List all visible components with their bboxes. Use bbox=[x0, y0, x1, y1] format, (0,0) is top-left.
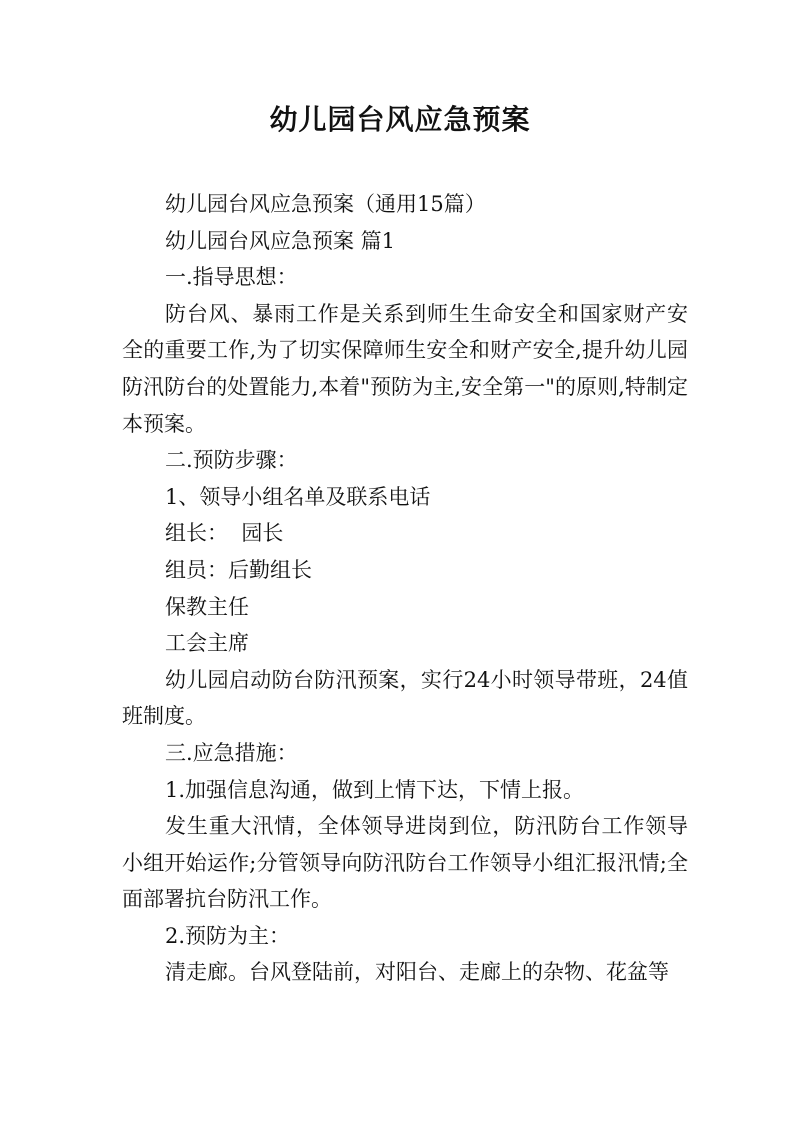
heading-prevention-first: 2.预防为主： bbox=[165, 923, 291, 948]
paragraph-group-leader: 组长： 园长 bbox=[165, 521, 284, 546]
paragraph-leadership-group: 1、领导小组名单及联系电话 bbox=[165, 484, 431, 509]
heading-emergency-measures: 三.应急措施： bbox=[165, 740, 298, 765]
paragraph-group-members: 组员：后勤组长 bbox=[165, 557, 312, 582]
heading-prevention-steps: 二.预防步骤： bbox=[165, 448, 298, 473]
document-body bbox=[122, 186, 688, 991]
paragraph-communication: 1.加强信息沟通，做到上情下达，下情上报。 bbox=[165, 777, 585, 802]
heading-guiding-principle: 一.指导思想： bbox=[165, 265, 298, 290]
paragraph-union-chair: 工会主席 bbox=[165, 631, 249, 656]
paragraph-guiding-principle: 防台风、暴雨工作是关系到师生生命安全和国家财产安全的重要工作,为了切实保障师生安全和财产安全,提升幼儿园防汛防台的处置能力,本着"预防为主,安全第一"的原则,特制定本预案。 bbox=[122, 301, 688, 436]
paragraph-subtitle: 幼儿园台风应急预案（通用15篇） bbox=[165, 192, 486, 216]
paragraph-section-heading: 幼儿园台风应急预案 篇1 bbox=[165, 228, 396, 253]
document-title: 幼儿园台风应急预案 bbox=[269, 103, 531, 136]
paragraph-duty-system: 幼儿园启动防台防汛预案，实行24小时领导带班，24值班制度。 bbox=[122, 667, 688, 729]
paragraph-major-flood: 发生重大汛情，全体领导进岗到位，防汛防台工作领导小组开始运作;分管领导向防汛防台工作领导小组汇报汛情;全面部署抗台防汛工作。 bbox=[122, 814, 688, 912]
paragraph-clear-corridor: 清走廊。台风登陆前，对阳台、走廊上的杂物、花盆等 bbox=[165, 960, 669, 985]
paragraph-education-director: 保教主任 bbox=[165, 594, 249, 619]
